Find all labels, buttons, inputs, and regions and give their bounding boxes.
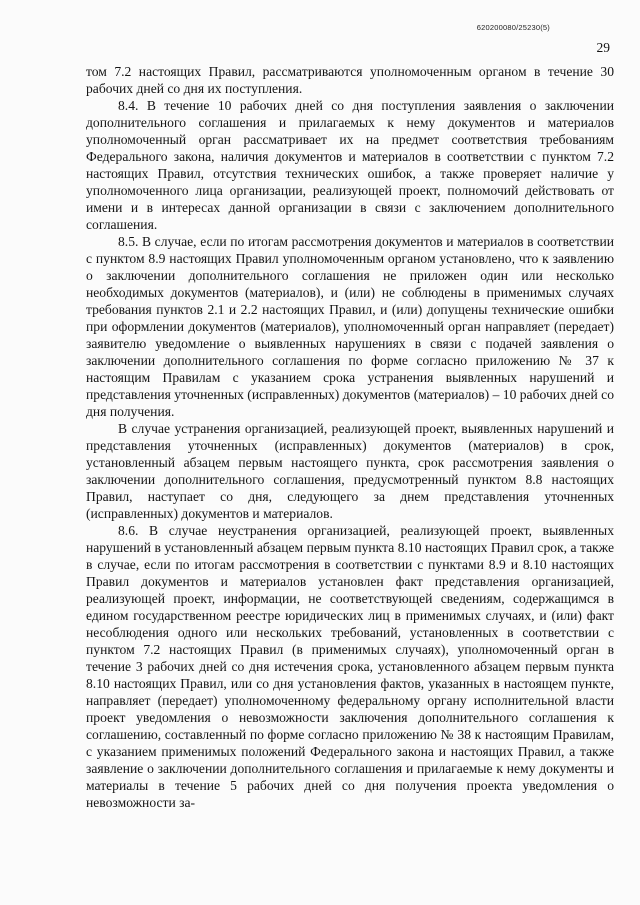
- body-text: [86, 63, 614, 811]
- paragraph-8-5-second: В случае устранения организацией, реализующей проект, выявленных нарушений и представления уточненных (исправленных) документов (материалов) в срок, установленный абзацем первым настоящего пункта, срок рассмотрения заявления о заключении дополнительного соглашения, предусмотренный пунктом 8.8 настоящих Правил, наступает со дня, следующего за днем представления уточненных (исправленных) документов и материалов.: [86, 421, 614, 521]
- paragraph-8-6: 8.6. В случае неустранения организацией, реализующей проект, выявленных нарушений в установленный абзацем первым пункта 8.10 настоящих Правил срок, а также в случае, если по итогам рассмотрения в соответствии с пунктами 8.9 и 8.10 настоящих Правил документов и материалов установлен факт представления организацией, реализующей проект, информации, не соответствующей сведениям, содержащимся в едином государственном реестре юридических лиц в применимых случаях, и (или) факт несоблюдения одного или нескольких требований, установленных в соответствии с пунктом 7.2 настоящих Правил (в применимых случаях), уполномоченный орган в течение 3 рабочих дней со дня истечения срока, установленного абзацем первым пункта 8.10 настоящих Правил, или со дня установления фактов, указанных в настоящем пункте, направляет (передает) уполномоченному федеральному органу исполнительной власти проект уведомления о невозможности заключения дополнительного соглашения к соглашению, составленный по форме согласно приложению № 38 к настоящим Правилам, с указанием применимых положений Федерального закона и настоящих Правил, а также заявление о заключении дополнительного соглашения и прилагаемые к нему документы и материалы в течение 5 рабочих дней со дня получения проекта уведомления о невозможности за-: [86, 523, 614, 810]
- document-id: 620200080/25230(5): [476, 23, 550, 32]
- paragraph-continuation: том 7.2 настоящих Правил, рассматриваются уполномоченным органом в течение 30 рабочих дней со дня их поступления.: [86, 64, 614, 96]
- paragraph-8-5: 8.5. В случае, если по итогам рассмотрения документов и материалов в соответствии с пунктом 8.9 настоящих Правил уполномоченным органом установлено, что к заявлению о заключении дополнительного соглашения не приложен один или несколько необходимых документов (материалов), и (или) не соблюдены в применимых случаях требования пунктов 2.1 и 2.2 настоящих Правил, и (или) допущены технические ошибки при оформлении документов (материалов), уполномоченный орган направляет (передает) заявителю уведомление о выявленных нарушениях в связи с подачей заявления о заключении дополнительного соглашения по форме согласно приложению № 37 к настоящим Правилам с указанием срока устранения выявленных нарушений и представления уточненных (исправленных) документов (материалов) – 10 рабочих дней со дня получения.: [86, 234, 614, 419]
- page-number: 29: [596, 40, 610, 55]
- paragraph-8-4: 8.4. В течение 10 рабочих дней со дня поступления заявления о заключении дополнительного соглашения и прилагаемых к нему документов и материалов уполномоченный орган рассматривает их на предмет соответствия требованиям Федерального закона, наличия документов и материалов в соответствии с пунктом 7.2 настоящих Правил, отсутствия технических ошибок, а также проверяет наличие у уполномоченного лица организации, реализующей проект, полномочий действовать от имени и в интересах данной организации в связи с заключением дополнительного соглашения.: [86, 98, 614, 232]
